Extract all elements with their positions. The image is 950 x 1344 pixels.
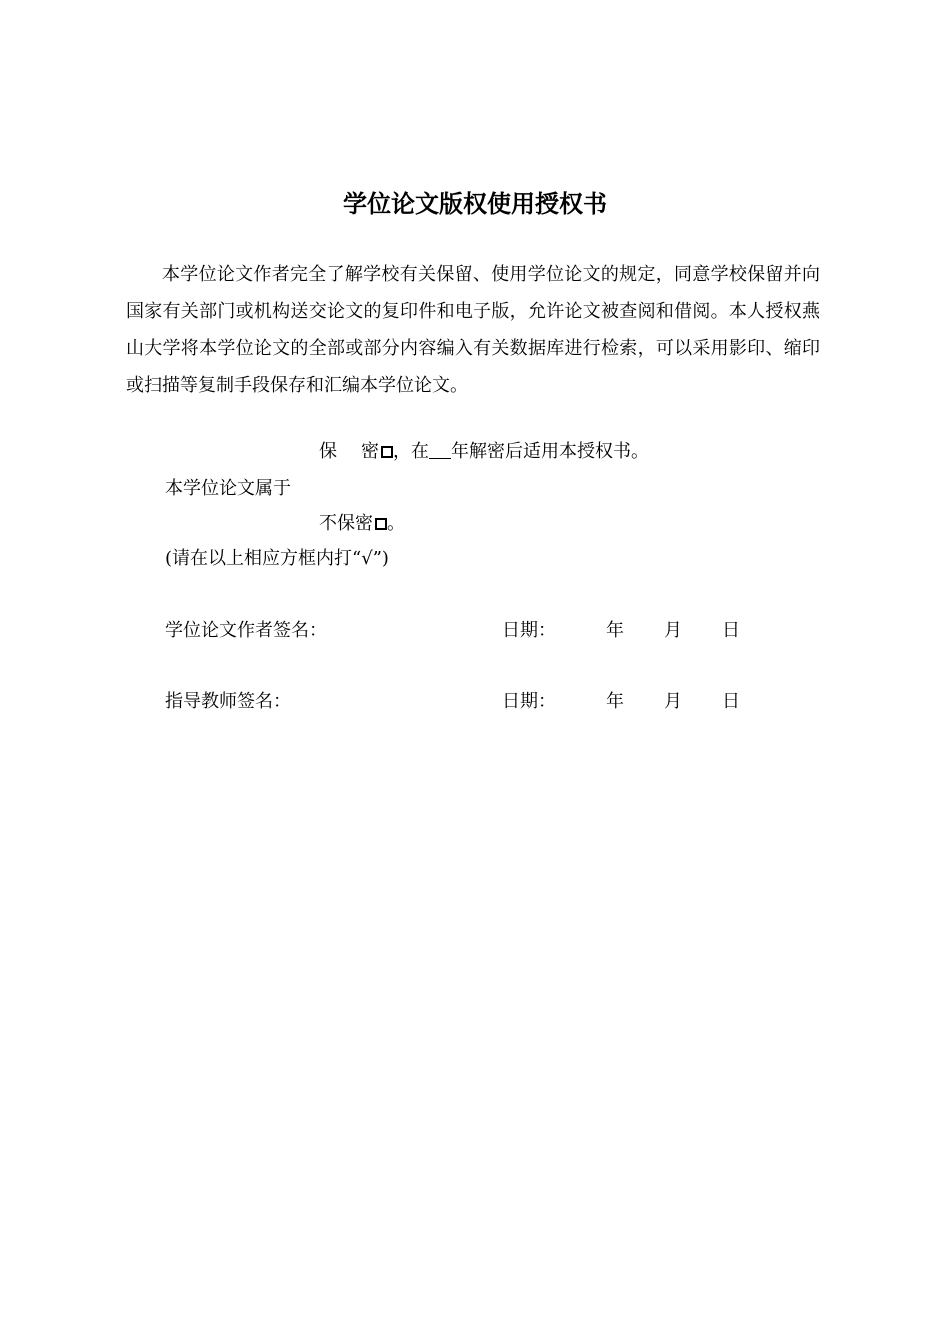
month-label: 月 (664, 691, 682, 712)
advisor-date (502, 688, 740, 716)
confidential-option (319, 438, 649, 466)
not-confidential-label: 不保密 (319, 513, 373, 534)
year-label: 年 (606, 691, 624, 712)
day-label: 日 (722, 620, 740, 641)
advisor-signature-label: 指导教师签名： (165, 691, 291, 712)
date-label: 日期： (502, 691, 556, 712)
authorization-paragraph: 本学位论文作者完全了解学校有关保留、使用学位论文的规定，同意学校保留并向国家有关部门或机构送交论文的复印件和电子版，允许论文被查阅和借阅。本人授权燕山大学将本学位论文的全部或部分内容编入有关数据库进行检索，可以采用影印、缩印或扫描等复制手段保存和汇编本学位论文。 (126, 264, 820, 396)
belongs-label: 本学位论文属于 (165, 478, 291, 499)
years-blank[interactable] (429, 442, 451, 459)
date-label: 日期： (502, 620, 556, 641)
confidential-checkbox[interactable] (381, 446, 393, 458)
day-label: 日 (722, 691, 740, 712)
document-title: 学位论文版权使用授权书 (343, 190, 607, 218)
month-label: 月 (664, 620, 682, 641)
check-instruction: (请在以上相应方框内打“√”) (165, 548, 389, 569)
confidential-tail: 年解密后适用本授权书。 (451, 441, 649, 462)
confidential-label-b: 密 (361, 441, 379, 462)
confidential-label-a: 保 (319, 441, 337, 462)
not-confidential-option (319, 510, 405, 538)
confidential-after-box: ，在 (393, 441, 429, 462)
year-label: 年 (606, 620, 624, 641)
author-date (502, 617, 740, 645)
not-confidential-checkbox[interactable] (375, 518, 387, 530)
not-confidential-tail: 。 (387, 513, 405, 534)
author-signature-label: 学位论文作者签名： (165, 620, 327, 641)
